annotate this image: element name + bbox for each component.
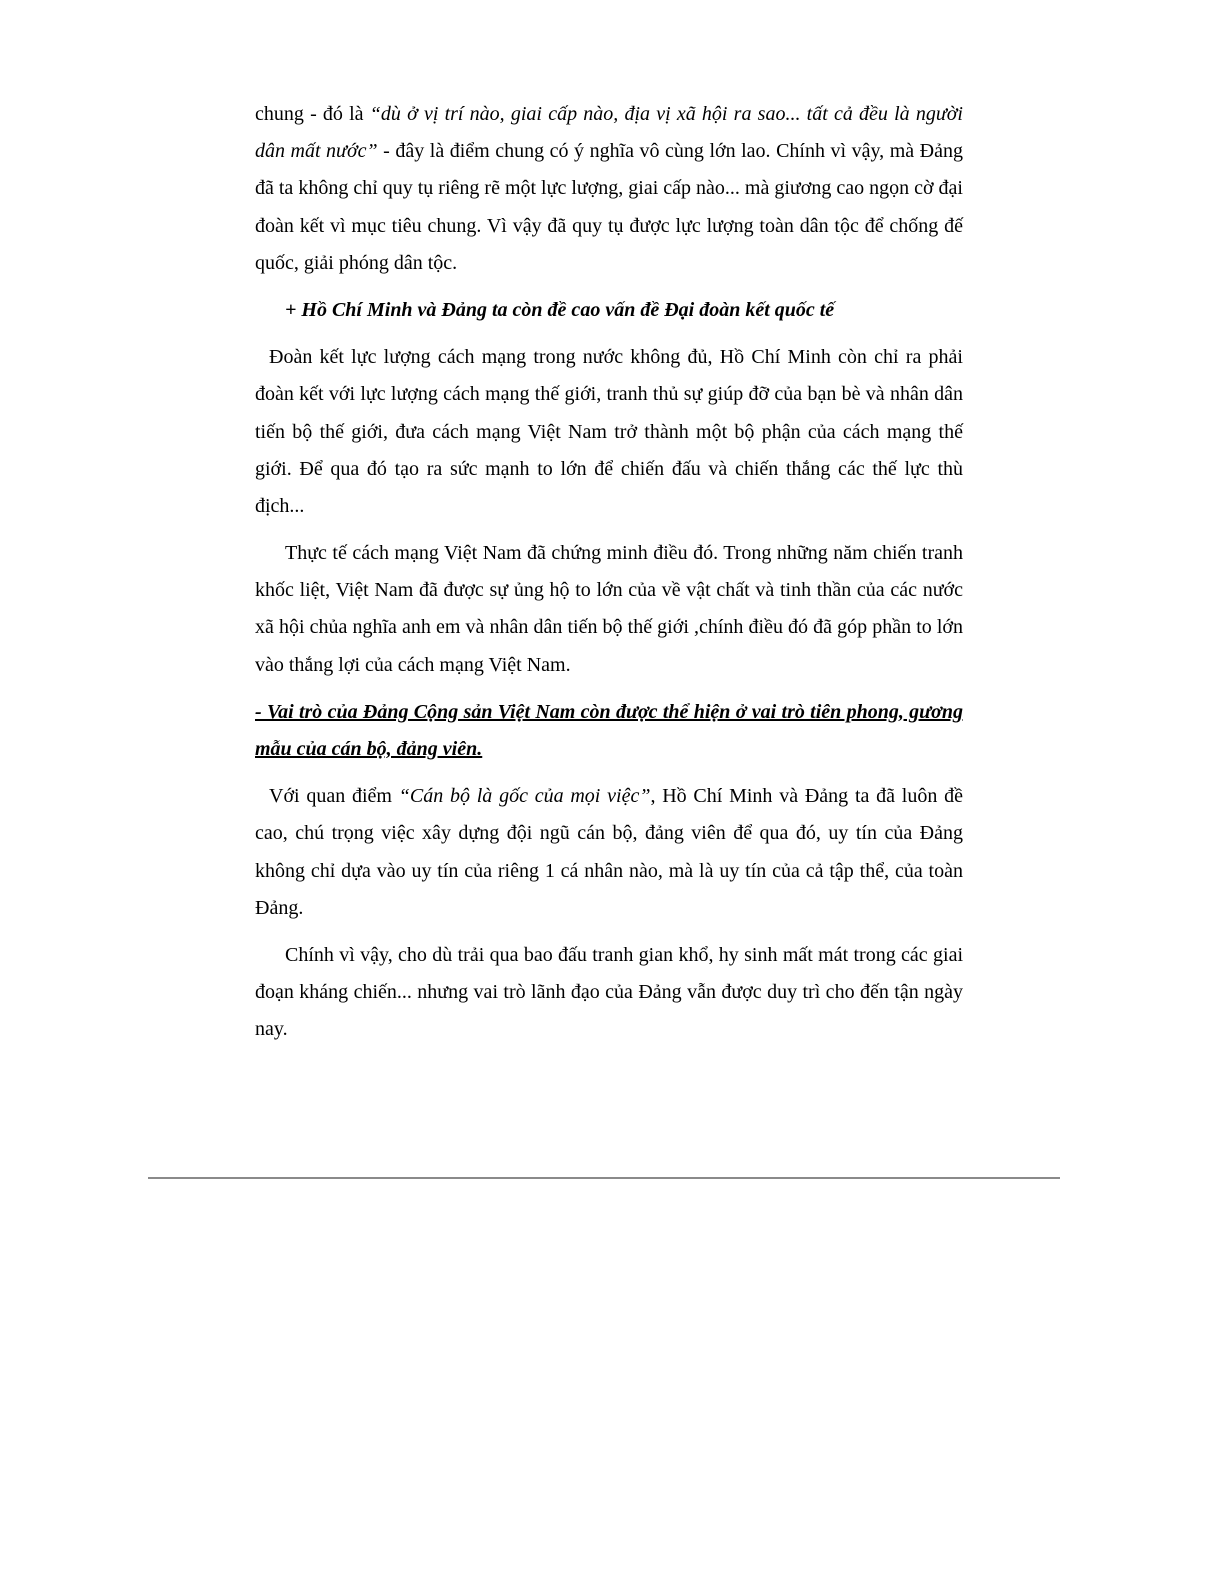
- text-segment: Với quan điểm: [269, 785, 399, 808]
- text-segment-italic: “Cán bộ là gốc của mọi việc”: [398, 785, 651, 808]
- text-segment: Thực tế cách mạng Việt Nam đã chứng minh điều đó. Trong những năm chiến tranh khốc liệt, Việt Nam đã được sự ủng hộ to lớn của về vật chất và tinh thần của các nước xã hội chủa nghĩa anh em và nhân dân tiến bộ thế giới ,chính điều đó đã góp phần to lớn vào thắng lợi của cách mạng Việt Nam.: [255, 542, 963, 676]
- paragraph: [255, 339, 963, 525]
- section-heading-party-role: [255, 694, 963, 768]
- heading-text: + Hồ Chí Minh và Đảng ta còn đề cao vấn đề Đại đoàn kết quốc tế: [285, 298, 835, 321]
- text-segment: - đây là điểm chung có ý nghĩa vô cùng lớn lao. Chính vì vậy, mà Đảng đã ta không chỉ quy tụ riêng rẽ một lực lượng, giai cấp nào... mà giương cao ngọn cờ đại đoàn kết vì mục tiêu chung. Vì vậy đã quy tụ được lực lượng toàn dân tộc để chống đế quốc, giải phóng dân tộc.: [255, 140, 963, 274]
- paragraph: [255, 937, 963, 1049]
- paragraph: [255, 535, 963, 684]
- text-segment: Chính vì vậy, cho dù trải qua bao đấu tranh gian khổ, hy sinh mất mát trong các giai đoạn kháng chiến... nhưng vai trò lãnh đạo của Đảng vẫn được duy trì cho đến tận ngày nay.: [255, 943, 963, 1041]
- document-body: [255, 96, 963, 1059]
- paragraph: [255, 778, 963, 927]
- heading-text: - Vai trò của Đảng Cộng sản Việt Nam còn được thể hiện ở vai trò tiên phong, gương mẫu của cán bộ, đảng viên.: [255, 700, 963, 760]
- text-segment: , Hồ Chí Minh và Đảng ta đã luôn đề cao, chú trọng việc xây dựng đội ngũ cán bộ, đảng viên để qua đó, uy tín của Đảng không chỉ dựa vào uy tín của riêng 1 cá nhân nào, mà là uy tín của cả tập thể, của toàn Đảng.: [255, 785, 963, 919]
- section-heading-international-unity: [255, 292, 963, 329]
- paragraph: [255, 96, 963, 282]
- text-segment-italic: “dù ở vị trí nào, giai cấp nào, địa vị xã hội ra sao... tất cả đều là người dân mất nước”: [255, 103, 963, 163]
- text-segment: chung - đó là: [255, 103, 370, 125]
- text-segment: Đoàn kết lực lượng cách mạng trong nước không đủ, Hồ Chí Minh còn chỉ ra phải đoàn kết với lực lượng cách mạng thế giới, tranh thủ sự giúp đỡ của bạn bè và nhân dân tiến bộ thế giới, đưa cách mạng Việt Nam trở thành một bộ phận của cách mạng thế giới. Để qua đó tạo ra sức mạnh to lớn để chiến đấu và chiến thắng các thế lực thù địch...: [255, 346, 963, 517]
- page-footer-divider: [148, 1177, 1060, 1179]
